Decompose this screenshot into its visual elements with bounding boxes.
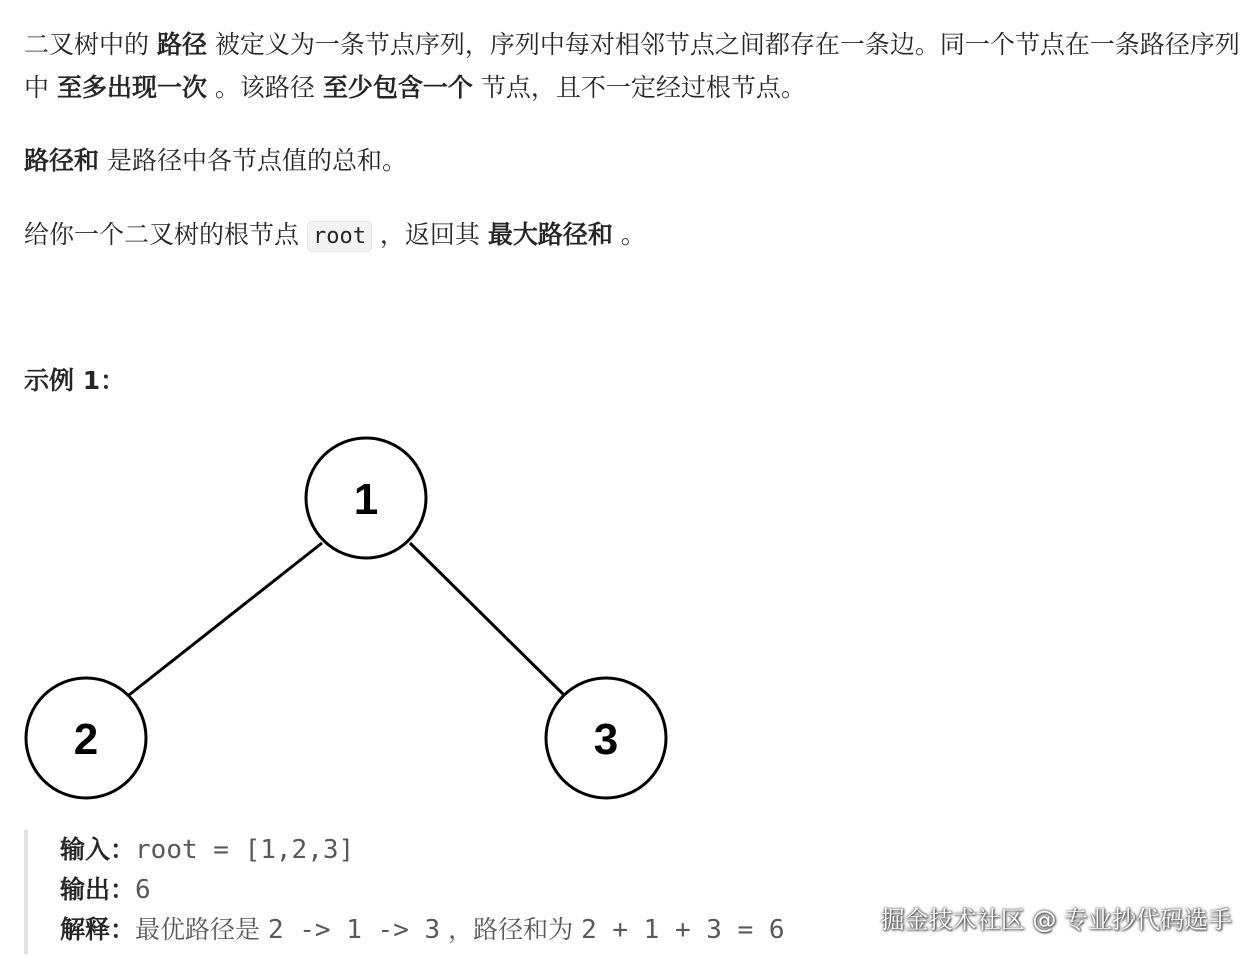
example-input-line xyxy=(60,830,1224,870)
watermark: 掘金技术社区 @ 专业抄代码选手 xyxy=(880,906,1232,934)
text: 。该路径 xyxy=(206,73,323,102)
explanation-sum: 2 + 1 + 3 = 6 xyxy=(581,915,785,945)
input-value: root = [1,2,3] xyxy=(135,835,355,865)
paragraph-task xyxy=(24,213,646,258)
text: ，返回其 xyxy=(371,220,488,249)
tree-node-root xyxy=(306,438,426,558)
text: 给你一个二叉树的根节点 xyxy=(24,220,307,249)
bold-term-path: 路径 xyxy=(156,30,207,59)
tree-node-left xyxy=(26,678,146,798)
paragraph-path-definition xyxy=(24,23,1246,109)
example-title: 示例 1： xyxy=(24,366,126,395)
tree-node-root-value: 1 xyxy=(353,475,379,524)
tree-node-right xyxy=(546,678,666,798)
explanation-text: ，路径和为 xyxy=(440,915,582,944)
tree-node-left-value: 2 xyxy=(73,715,99,764)
bold-at-least-one: 至少包含一个 xyxy=(322,73,473,102)
text: 是路径中各节点值的总和。 xyxy=(99,146,407,175)
paragraph-path-sum xyxy=(24,139,407,182)
edge-root-left xyxy=(129,543,322,695)
explanation-label: 解释： xyxy=(60,915,136,944)
text: 。 xyxy=(612,220,646,249)
bold-at-most-once: 至多出现一次 xyxy=(56,73,207,102)
output-value: 6 xyxy=(135,875,151,905)
bold-term-path-sum: 路径和 xyxy=(24,146,100,175)
explanation-text: 最优路径是 xyxy=(135,915,268,944)
example-io-block xyxy=(24,830,1224,954)
tree-node-right-value: 3 xyxy=(593,715,619,764)
edge-root-right xyxy=(410,543,564,695)
explanation-path: 2 -> 1 -> 3 xyxy=(267,915,441,945)
input-label: 输入： xyxy=(60,835,136,864)
text: 被定义为一条节点序列，序列中每对相邻节点之间都存在一条边。同一个节点在一条路径序列中 xyxy=(24,30,1240,102)
output-label: 输出： xyxy=(60,875,136,904)
binary-tree-diagram xyxy=(24,432,674,802)
inline-code-root: root xyxy=(307,221,372,252)
text: 节点，且不一定经过根节点。 xyxy=(472,73,806,102)
text: 二叉树中的 xyxy=(24,30,157,59)
bold-max-path-sum: 最大路径和 xyxy=(487,220,613,249)
